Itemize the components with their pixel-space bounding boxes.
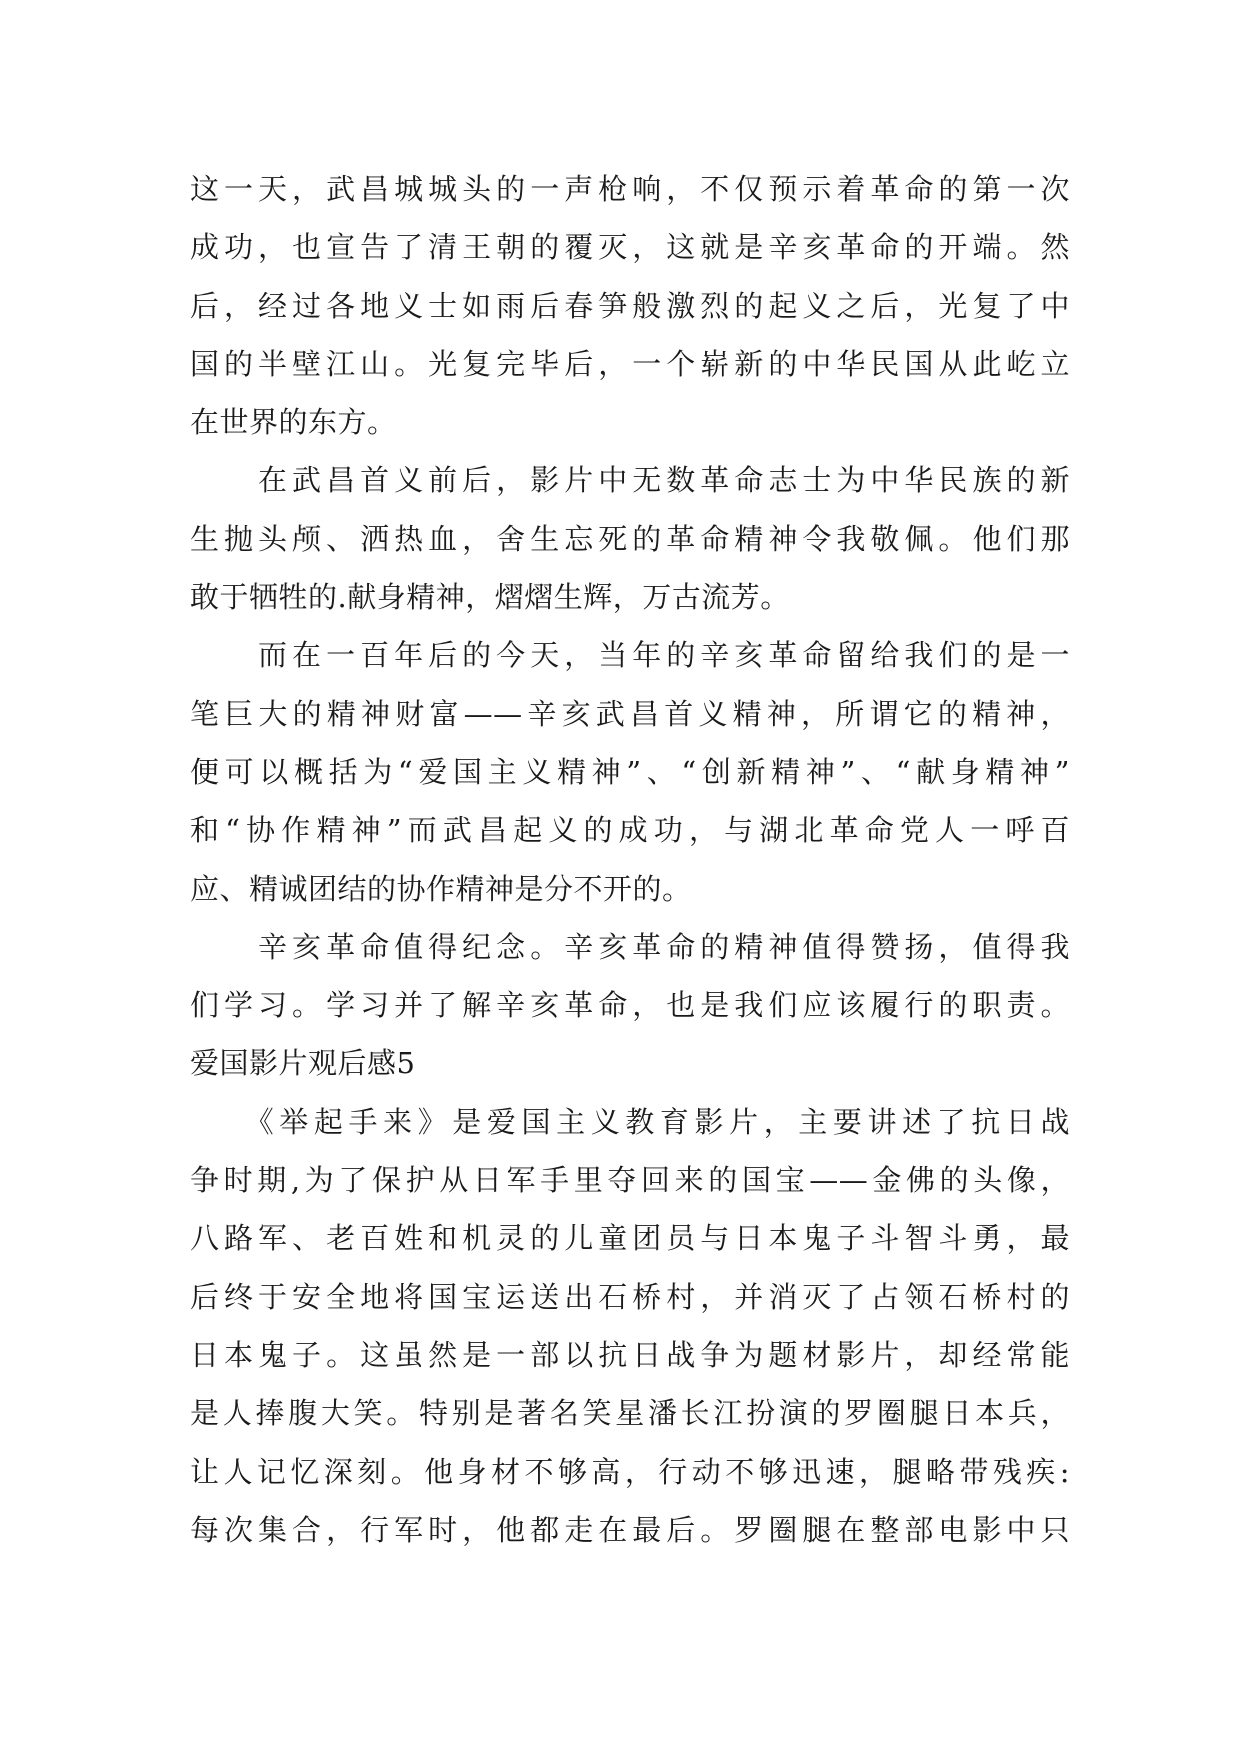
text-line: 应、精诚团结的协作精神是分不开的。 — [190, 871, 692, 906]
text-line: 后终于安全地将国宝运送出石桥村，并消灭了占领石桥村的 — [190, 1279, 1070, 1314]
text-line: 成功，也宣告了清王朝的覆灭，这就是辛亥革命的开端。然 — [190, 230, 1070, 265]
text-line: 八路军、老百姓和机灵的儿童团员与日本鬼子斗智斗勇，最 — [190, 1221, 1070, 1256]
text-line: 是人捧腹大笑。特别是著名笑星潘长江扮演的罗圈腿日本兵， — [190, 1396, 1070, 1431]
text-line: 《举起手来》是爱国主义教育影片，主要讲述了抗日战 — [190, 1104, 1070, 1139]
text-line: 争时期,为了保护从日军手里夺回来的国宝——金佛的头像， — [190, 1163, 1070, 1198]
text-line: 辛亥革命值得纪念。辛亥革命的精神值得赞扬，值得我 — [190, 929, 1070, 964]
text-line: 而在一百年后的今天，当年的辛亥革命留给我们的是一 — [190, 638, 1070, 673]
text-line: 这一天，武昌城城头的一声枪响，不仅预示着革命的第一次 — [190, 172, 1070, 206]
text-line: 敢于牺牲的.献身精神，熠熠生辉，万古流芳。 — [190, 580, 790, 615]
text-line: 国的半壁江山。光复完毕后，一个崭新的中华民国从此屹立 — [190, 346, 1070, 381]
text-line: 生抛头颅、洒热血，舍生忘死的革命精神令我敬佩。他们那 — [190, 521, 1070, 556]
text-line: 们学习。学习并了解辛亥革命，也是我们应该履行的职责。 — [190, 988, 1070, 1023]
text-line: 便可以概括为“爱国主义精神”、“创新精神”、“献身精神” — [190, 754, 1070, 789]
text-line: 日本鬼子。这虽然是一部以抗日战争为题材影片，却经常能 — [190, 1337, 1070, 1372]
text-line: 每次集合，行军时，他都走在最后。罗圈腿在整部电影中只 — [190, 1512, 1070, 1547]
text-line: 在武昌首义前后，影片中无数革命志士为中华民族的新 — [190, 463, 1070, 498]
text-line: 让人记忆深刻。他身材不够高，行动不够迅速，腿略带残疾: — [190, 1454, 1070, 1489]
body-text — [190, 160, 1070, 1559]
text-line: 笔巨大的精神财富——辛亥武昌首义精神，所谓它的精神， — [190, 696, 1070, 731]
text-line: 在世界的东方。 — [190, 405, 397, 440]
text-line: 和“协作精神”而武昌起义的成功，与湖北革命党人一呼百 — [190, 813, 1070, 848]
text-line: 后，经过各地义士如雨后春笋般激烈的起义之后，光复了中 — [190, 288, 1070, 323]
text-line: 爱国影片观后感5 — [190, 1046, 416, 1081]
